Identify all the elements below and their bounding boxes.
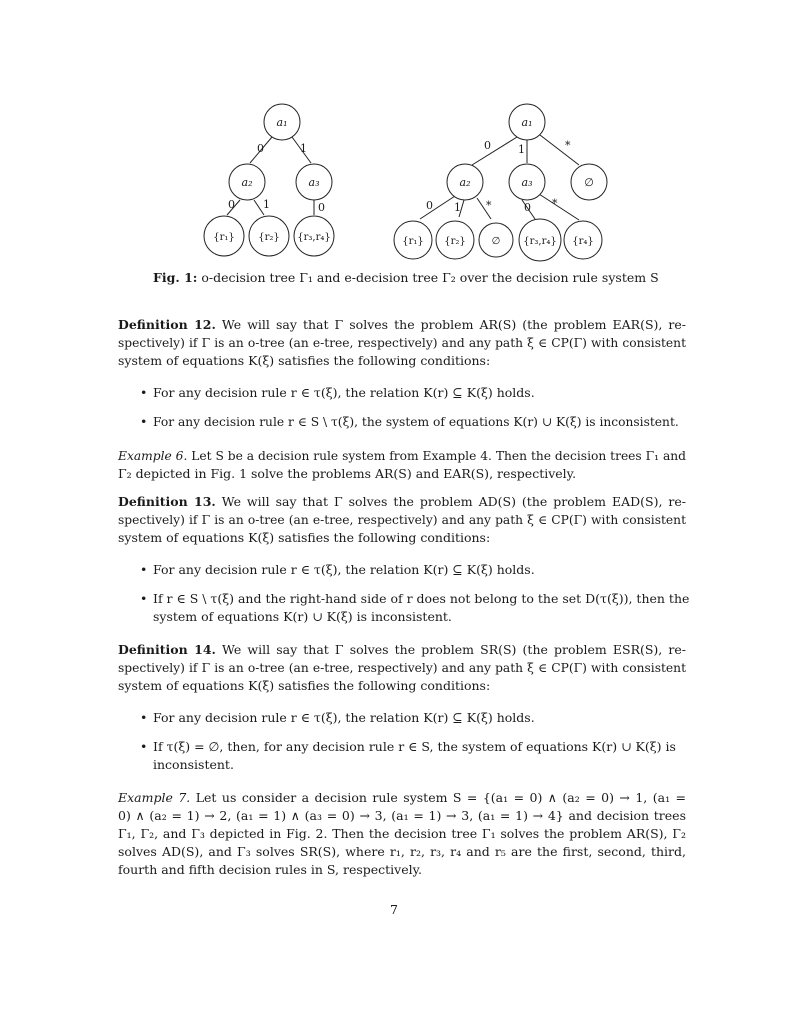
paragraph-line: Let us consider a decision rule system S = {(a₁ = 0) ∧ (a₂ = 0) → 1, (a₁ =	[195, 790, 687, 805]
paragraph-line: system of equations K(ξ) satisfies the following conditions:	[118, 353, 491, 368]
tree1-edge-label: 1	[300, 142, 307, 155]
paragraph-line: 0) ∧ (a₂ = 1) → 2, (a₁ = 1) ∧ (a₃ = 0) → 3, (a₁ = 1) → 3, (a₁ = 1) → 4} and decision trees	[118, 808, 686, 823]
tree2-edge-label: 0	[524, 201, 531, 214]
caption-label: Fig. 1:	[153, 270, 198, 285]
tree1-leaf3-label: {r₃,r₄}	[297, 232, 331, 243]
tree2-edge-a3-l4	[539, 194, 579, 220]
paragraph-line: system of equations K(ξ) satisfies the following conditions:	[118, 678, 491, 693]
tree2-edge-root-empty	[540, 135, 579, 165]
tree1-leaf2-label: {r₂}	[258, 232, 280, 243]
tree2-edge-label: *	[565, 139, 571, 152]
tree1-edge-label: 0	[318, 201, 325, 214]
example-7	[118, 789, 686, 879]
tree2-empty-label: ∅	[584, 176, 594, 189]
paragraph-line: Γ₁, Γ₂, and Γ₃ depicted in Fig. 2. Then the decision tree Γ₁ solves the problem AR(S), Γ₂	[118, 826, 686, 841]
tree1-root-label: a₁	[276, 116, 288, 129]
tree2-edge-label: *	[486, 199, 492, 212]
tree1-edge-label: 1	[263, 198, 270, 211]
bullet-text: system of equations K(r) ∪ K(ξ) is inconsistent.	[153, 609, 452, 624]
caption-text: o-decision tree Γ₁ and e-decision tree Γ₂ over the decision rule system S	[201, 270, 659, 285]
definition-label: Definition 14.	[118, 642, 216, 657]
bullet-text: inconsistent.	[153, 757, 234, 772]
bullet-text: For any decision rule r ∈ τ(ξ), the relation K(r) ⊆ K(ξ) holds.	[153, 385, 535, 400]
definition-label: Definition 13.	[118, 494, 216, 509]
definition-12	[118, 316, 686, 370]
paragraph-line: We will say that Γ solves the problem AD(S) (the problem EAD(S), re-	[221, 494, 686, 509]
bullet-text: For any decision rule r ∈ τ(ξ), the relation K(r) ⊆ K(ξ) holds.	[153, 562, 535, 577]
paragraph-line: spectively) if Γ is an o-tree (an e-tree, respectively) and any path ξ ∈ CP(Γ) with consistent	[118, 661, 686, 675]
figure-caption	[153, 270, 659, 285]
tree1-left-label: a₂	[241, 176, 253, 189]
figure-1	[0, 0, 791, 265]
definition-14	[118, 641, 686, 695]
tree2-leaf2-label: {r₂}	[444, 236, 466, 247]
example-label: Example 7.	[118, 790, 191, 805]
tree2-root-label: a₁	[521, 116, 533, 129]
bullet-text: If r ∈ S \ τ(ξ) and the right-hand side of r does not belong to the set D(τ(ξ)), then the	[153, 591, 690, 606]
tree1-edge-label: 0	[228, 198, 235, 211]
paper-page: a₁ a₂ a₃ {r₁} {r₂} {r₃,r₄} 0 1 0 1 0 a₁ a₂ a₃ ∅ {r₁} {r₂} ∅ {r₃,r₄} {r₄} 0 1 * 0 1 * 0 * Fig. 1: o-decision tree Γ₁ and e-decision tree Γ₂ over the decision rule system S Definition 12. We will say that Γ solves the problem AR(S) (the problem EAR(S), re- spectively) if Γ is an o-tree (an e-tree, respectively) and any path ξ ∈ CP(Γ) with consistent system of equations K(ξ) satisfies the following conditions: • For any decision rule r ∈ τ(ξ), the relation K(r) ⊆ K(ξ) holds. • For any decision rule r ∈ S \ τ(ξ), the system of equations K(r) ∪ K(ξ) is inconsistent. Example 6. Let S be a decision rule system from Example 4. Then the decision trees Γ₁ and Γ₂ depicted in Fig. 1 solve the problems AR(S) and EAR(S), respectively. Definition 13. We will say that Γ solves the problem AD(S) (the problem EAD(S), re- spectively) if Γ is an o-tree (an e-tree, respectively) and any path ξ ∈ CP(Γ) with consistent system of equations K(ξ) satisfies the following conditions: • For any decision rule r ∈ τ(ξ), the relation K(r) ⊆ K(ξ) holds. • If r ∈ S \ τ(ξ) and the right-hand side of r does not belong to the set D(τ(ξ)), then the system of equations K(r) ∪ K(ξ) is inconsistent. Definition 14. We will say that Γ solves the problem SR(S) (the problem ESR(S), re- spectively) if Γ is an o-tree (an e-tree, respectively) and any path ξ ∈ CP(Γ) with consistent system of equations K(ξ) satisfies the following conditions: • For any decision rule r ∈ τ(ξ), the relation K(r) ⊆ K(ξ) holds. • If τ(ξ) = ∅, then, for any decision rule r ∈ S, the system of equations K(r) ∪ K(ξ) is inconsistent. Example 7. Let us consider a decision rule system S = {(a₁ = 0) ∧ (a₂ = 0) → 1, (a₁ = 0) ∧ (a₂ = 1) → 2, (a₁ = 1) ∧ (a₃ = 0) → 3, (a₁ = 1) → 3, (a₁ = 1) → 4} and decision trees Γ₁, Γ₂, and Γ₃ depicted in Fig. 2. Then the decision tree Γ₁ solves the problem AR(S), Γ₂ solves AD(S), and Γ₃ solves SR(S), where r₁, r₂, r₃, r₄ and r₅ are the first, second, third, fourth and fifth decision rules in S, respectively. 7	[0, 0, 791, 1024]
page-number: 7	[390, 902, 398, 917]
tree1-leaf1-label: {r₁}	[213, 232, 235, 243]
tree2-leaf4-label: {r₄}	[572, 236, 594, 247]
paragraph-line: We will say that Γ solves the problem AR(S) (the problem EAR(S), re-	[221, 317, 687, 332]
bullet-text: For any decision rule r ∈ τ(ξ), the relation K(r) ⊆ K(ξ) holds.	[153, 710, 535, 725]
definition-13	[118, 493, 686, 547]
tree2-leaf1-label: {r₁}	[402, 236, 424, 247]
tree2-edge-label: 0	[484, 139, 491, 152]
tree2-edge-label: 1	[518, 143, 525, 156]
tree2-edge-label: 1	[454, 201, 461, 214]
tree2-leaf34-label: {r₃,r₄}	[523, 236, 557, 247]
definition-label: Definition 12.	[118, 317, 216, 332]
paragraph-line: system of equations K(ξ) satisfies the following conditions:	[118, 530, 491, 545]
example-6	[118, 447, 686, 483]
paragraph-line: Γ₂ depicted in Fig. 1 solve the problems AR(S) and EAR(S), respectively.	[118, 466, 577, 481]
tree1-edge-label: 0	[257, 142, 264, 155]
tree2-leaf-empty-label: ∅	[491, 236, 501, 247]
example-label: Example 6.	[118, 449, 188, 463]
paragraph-line: spectively) if Γ is an o-tree (an e-tree, respectively) and any path ξ ∈ CP(Γ) with consistent	[118, 513, 686, 527]
bullet-text: For any decision rule r ∈ S \ τ(ξ), the system of equations K(r) ∪ K(ξ) is inconsistent.	[153, 415, 679, 429]
paragraph-line: solves AD(S), and Γ₃ solves SR(S), where r₁, r₂, r₃, r₄ and r₅ are the first, second, third,	[118, 844, 686, 859]
tree2-edge-label: *	[552, 197, 558, 210]
paragraph-line: fourth and fifth decision rules in S, respectively.	[118, 862, 423, 877]
tree2-edge-root-a2	[472, 137, 517, 165]
tree1-right-label: a₃	[308, 176, 320, 189]
bullet-text: If τ(ξ) = ∅, then, for any decision rule r ∈ S, the system of equations K(r) ∪ K(ξ) is	[153, 739, 676, 754]
tree2-a3-label: a₃	[521, 176, 533, 189]
paragraph-line: spectively) if Γ is an o-tree (an e-tree, respectively) and any path ξ ∈ CP(Γ) with consistent	[118, 336, 686, 350]
tree2-edge-label: 0	[426, 199, 433, 212]
paragraph-line: We will say that Γ solves the problem SR(S) (the problem ESR(S), re-	[222, 642, 686, 657]
tree2-a2-label: a₂	[459, 176, 471, 189]
paragraph-line: Let S be a decision rule system from Example 4. Then the decision trees Γ₁ and	[191, 449, 686, 463]
